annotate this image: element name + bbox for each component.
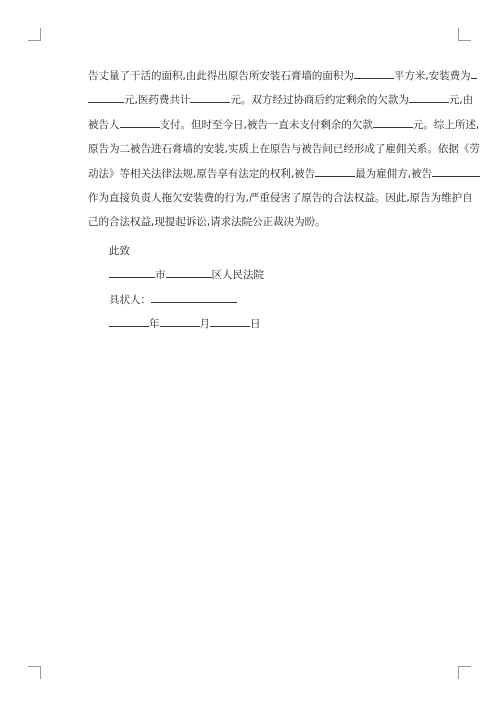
text-segment: 元。综上所述, [412,118,480,131]
day-label: 日 [250,317,261,330]
remaining-debt-blank[interactable] [409,91,449,103]
text-segment: 作为直接负责人拖欠安装费的行为,严重侵害了原告的合法权益。因此,原告为维护自 [88,191,473,204]
date-line [88,314,428,338]
district-blank[interactable] [166,266,212,278]
paragraph-line-7 [88,212,428,236]
crop-mark-bottom-right [458,666,471,679]
medical-fee-blank[interactable] [190,91,230,103]
court-line [88,265,428,289]
year-blank[interactable] [109,315,149,327]
month-blank[interactable] [160,315,200,327]
text-segment: 平方米,安装费为 [393,70,471,82]
paragraph-line-5 [88,164,433,188]
text-segment: 支付。但时至今日,被告一直未支付剩余的欠款 [159,118,373,131]
signer-label: 具状人： [109,293,151,306]
crop-mark-top-right [458,28,471,41]
text-segment: 被告人 [88,118,120,131]
text-segment: 告丈量了干活的面积,由此得出原告所安装石膏墙的面积为 [88,70,354,82]
text-segment: 元,医药费共计 [124,94,191,107]
text-segment: 最为雇佣方,被告 [355,167,433,180]
unpaid-amount-blank[interactable] [373,116,413,128]
day-blank[interactable] [210,315,250,327]
text-segment: 己的合法权益,现提起诉讼,请求法院公正裁决为盼。 [88,216,326,229]
month-label: 月 [199,317,210,330]
paragraph-line-6 [88,188,473,212]
defendant-name-blank[interactable] [120,116,160,128]
text-segment: 动法》等相关法律法规,原告享有法定的权利,被告 [88,167,316,180]
signer-blank[interactable] [151,291,237,303]
paragraph-line-4 [88,139,480,163]
fee-blank-cont[interactable] [88,91,124,103]
text-segment: 元,由 [448,94,474,107]
court-label: 区人民法院 [211,269,264,282]
city-blank[interactable] [109,266,155,278]
text-segment: 元。双方经过协商后约定剩余的欠款为 [230,94,409,107]
document-body [88,66,480,338]
year-label: 年 [149,317,160,330]
fee-blank[interactable] [471,67,477,79]
responsible-person-blank[interactable] [432,165,480,177]
salutation-text: 此致 [109,244,130,257]
text-segment: 原告为二被告进石膏墙的安装,实质上在原告与被告间已经形成了雇佣关系。依据《劳 [88,143,480,156]
salutation [88,241,428,265]
paragraph-line-3 [88,115,480,139]
area-blank[interactable] [354,67,394,79]
crop-mark-bottom-left [28,666,41,679]
crop-mark-top-left [28,28,41,41]
employer-blank[interactable] [315,165,355,177]
paragraph-line-1 [88,66,471,90]
city-label: 市 [155,269,166,282]
signer-line [88,290,428,314]
paragraph-line-2 [88,90,474,114]
